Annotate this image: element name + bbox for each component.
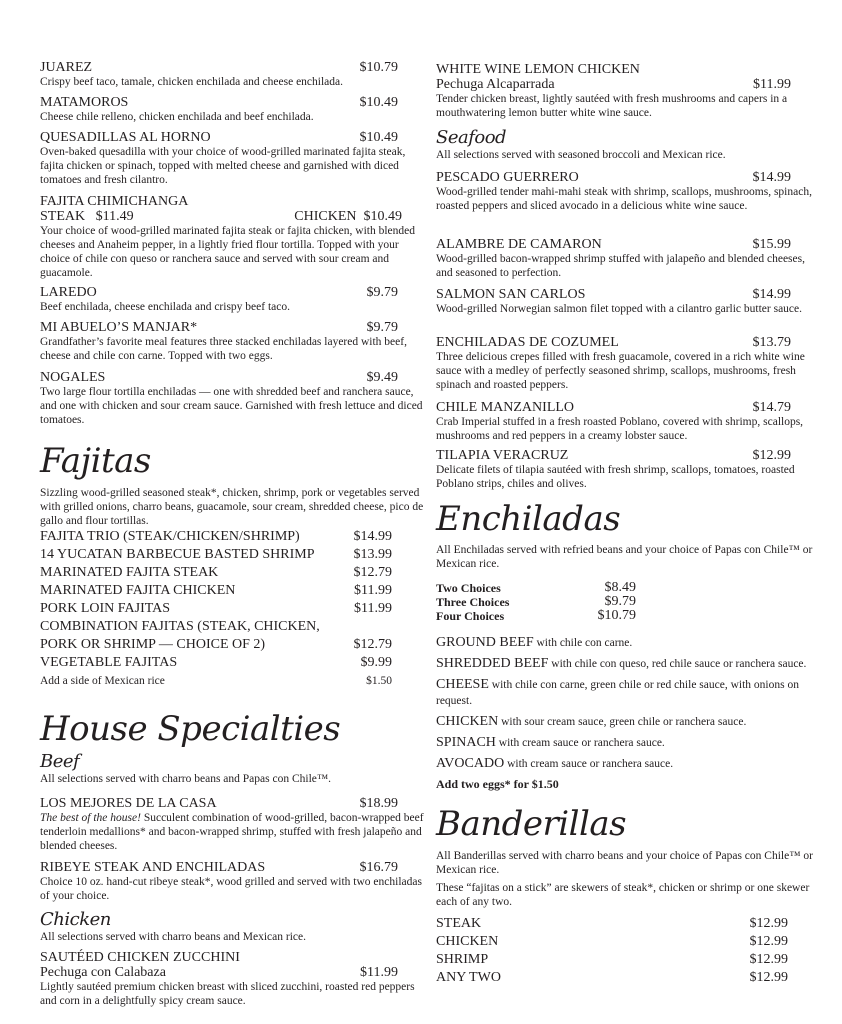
type-desc: with chile con carne, green chile or red chile sauce, with onions on request.	[436, 679, 799, 707]
choice-name: Two Choices	[436, 581, 501, 595]
item-name: PORK LOIN FAJITAS	[40, 601, 171, 616]
type-desc: with cream sauce or ranchera sauce.	[495, 737, 665, 749]
subsection-heading: Seafood	[436, 127, 507, 148]
menu-item	[40, 796, 425, 853]
menu-item	[40, 194, 425, 280]
side-name: Add a side of Mexican rice	[40, 675, 165, 687]
item-price: $12.99	[752, 448, 791, 463]
item-desc: Beef enchilada, cheese enchilada and crispy beef taco.	[40, 301, 290, 313]
section-desc: Sizzling wood-grilled seasoned steak*, chicken, shrimp, pork or vegetables served with grilled onions, charro beans, guacamole, sour cream, shredded cheese, pico de gallo and flour tortillas.	[40, 487, 424, 527]
banderillas-section	[436, 805, 821, 987]
item-name: MI ABUELO’S MANJAR*	[40, 320, 198, 335]
item-subname: Pechuga Alcaparrada	[436, 77, 555, 92]
choice-price: $9.79	[604, 594, 636, 609]
item-price: $9.79	[366, 320, 398, 335]
item-price: $16.79	[359, 860, 398, 875]
menu-item	[436, 335, 821, 392]
subsection-heading: Chicken	[40, 909, 111, 930]
item-price: $11.99	[360, 965, 398, 980]
menu-item	[40, 285, 425, 314]
menu-item	[436, 448, 821, 491]
menu-item	[40, 95, 425, 124]
enchilada-type	[436, 677, 821, 709]
item-lead: The best of the house!	[40, 812, 141, 824]
item-desc: Lightly sautéed premium chicken breast with sliced zucchini, roasted red peppers and corn in a delightfully spicy cream sauce.	[40, 981, 415, 1007]
item-price: $11.99	[753, 77, 791, 92]
type-desc: with chile con carne.	[533, 637, 633, 649]
section-desc-2: These “fajitas on a stick” are skewers of steak*, chicken or shrimp or one skewer each of any two.	[436, 882, 810, 908]
item-price: $12.99	[749, 916, 788, 931]
item-desc: Two large flour tortilla enchiladas — one with shredded beef and ranchera sauce, and one with chicken and sour cream sauce. Garnished with fresh lettuce and diced tomatoes.	[40, 386, 423, 426]
item-name: CHILE MANZANILLO	[436, 400, 575, 415]
type-desc: with cream sauce or ranchera sauce.	[504, 758, 674, 770]
item-name: STEAK	[436, 916, 482, 931]
enchilada-type	[436, 656, 821, 672]
item-desc: Your choice of wood-grilled marinated fajita steak or fajita chicken, with blended cheeses and Anaheim pepper, in a lightly fried flour tortilla. Topped with your choice of chile con queso or ranchera sauce and served with sour cream and guacamole.	[40, 225, 416, 279]
item-name: LOS MEJORES DE LA CASA	[40, 796, 217, 811]
item-name: RIBEYE STEAK AND ENCHILADAS	[40, 860, 266, 875]
item-desc: Three delicious crepes filled with fresh guacamole, covered in a rich white wine sauce with a medley of perfectly seasoned shrimp, scallops, mushrooms, fresh spinach and roasted peppers.	[436, 351, 805, 391]
item-desc: Wood-grilled Norwegian salmon filet topped with a cilantro garlic butter sauce.	[436, 303, 803, 315]
item-name: MATAMOROS	[40, 95, 129, 110]
chicken-subsection	[40, 910, 425, 944]
type-name: CHEESE	[436, 677, 489, 692]
subsection-heading: Beef	[40, 751, 80, 772]
choice-price: $8.49	[604, 580, 636, 595]
type-name: SPINACH	[436, 735, 496, 750]
item-price: $10.79	[359, 60, 398, 75]
menu-item	[40, 860, 425, 903]
item-price: $18.99	[359, 796, 398, 811]
item-price: $14.99	[752, 170, 791, 185]
item-name: CHICKEN	[436, 934, 499, 949]
enchilada-type	[436, 635, 821, 651]
type-desc: with chile con queso, red chile sauce or ranchera sauce.	[548, 658, 807, 670]
item-price: $13.79	[752, 335, 791, 350]
enchilada-type	[436, 735, 821, 751]
subsection-desc: All selections served with charro beans and Papas con Chile™.	[40, 773, 332, 785]
item-price: $10.49	[359, 130, 398, 145]
menu-item	[436, 62, 821, 120]
item-name: VEGETABLE FAJITAS	[40, 655, 178, 670]
fajitas-section	[40, 442, 425, 690]
item-name: ENCHILADAS DE COZUMEL	[436, 335, 619, 350]
menu-item	[436, 237, 821, 280]
item-price: $12.99	[749, 970, 788, 985]
enchilada-type	[436, 756, 821, 772]
section-heading: House Specialties	[40, 709, 341, 749]
item-desc: Delicate filets of tilapia sautéed with fresh shrimp, scallops, tomatoes, roasted Poblano strips, chiles and olives.	[436, 464, 795, 490]
menu-item	[40, 320, 425, 363]
item-name: FAJITA CHIMICHANGA	[40, 194, 189, 209]
item-price: $14.99	[752, 287, 791, 302]
item-desc: Wood-grilled tender mahi-mahi steak with shrimp, scallops, mushrooms, spinach, roasted peppers and sliced avocado in a delicious white wine sauce.	[436, 186, 812, 212]
item-price: $15.99	[752, 237, 791, 252]
item-name: MARINATED FAJITA CHICKEN	[40, 583, 236, 598]
section-heading: Enchiladas	[436, 499, 621, 539]
menu-item	[40, 950, 425, 1008]
item-price: $14.99	[353, 529, 392, 544]
item-name: ANY TWO	[436, 970, 501, 985]
subsection-desc: All selections served with seasoned broccoli and Mexican rice.	[436, 149, 726, 161]
item-name: ALAMBRE DE CAMARON	[436, 237, 602, 252]
item-name: SAUTÉED CHICKEN ZUCCHINI	[40, 950, 240, 965]
item-desc: Crab Imperial stuffed in a fresh roasted Poblano, covered with shrimp, scallops, mushrooms and red peppers in a creamy lobster sauce.	[436, 416, 804, 442]
item-price: $12.99	[749, 934, 788, 949]
item-name: PORK OR SHRIMP — CHOICE OF 2)	[40, 637, 266, 652]
choice-name: Three Choices	[436, 595, 510, 609]
item-name: TILAPIA VERACRUZ	[436, 448, 569, 463]
side-price: $1.50	[366, 675, 392, 687]
menu-item	[40, 60, 425, 89]
menu-item	[436, 287, 821, 316]
section-desc: All Banderillas served with charro beans and your choice of Papas con Chile™ or Mexican rice.	[436, 850, 813, 876]
type-name: CHICKEN	[436, 714, 499, 729]
enchilada-type	[436, 714, 821, 730]
item-price: $12.79	[353, 565, 392, 580]
item-price: $13.99	[353, 547, 392, 562]
item-price: $9.49	[366, 370, 398, 385]
item-desc: Cheese chile relleno, chicken enchilada and beef enchilada.	[40, 111, 314, 123]
type-name: SHREDDED BEEF	[436, 656, 549, 671]
item-name: JUAREZ	[40, 60, 93, 75]
item-name: MARINATED FAJITA STEAK	[40, 565, 219, 580]
choice-name: Four Choices	[436, 609, 505, 623]
item-desc: Succulent combination of wood-grilled, bacon-wrapped beef tenderloin medallions* and bacon-wrapped shrimp, stuffed with fresh jalapeño and blended cheeses.	[40, 812, 424, 852]
item-desc: Tender chicken breast, lightly sautéed with fresh mushrooms and capers in a mouthwatering lemon butter white wine sauce.	[436, 93, 788, 119]
type-desc: with sour cream sauce, green chile or ranchera sauce.	[498, 716, 747, 728]
item-price: $12.79	[353, 637, 392, 652]
item-name: LAREDO	[40, 285, 97, 300]
item-name: NOGALES	[40, 370, 106, 385]
item-desc: Grandfather’s favorite meal features three stacked enchiladas layered with beef, cheese and chile con carne. Topped with two eggs.	[40, 336, 407, 362]
item-desc: Wood-grilled bacon-wrapped shrimp stuffed with jalapeño and blended cheeses, and seasoned to perfection.	[436, 253, 805, 279]
subsection-desc: All selections served with charro beans and Mexican rice.	[40, 931, 306, 943]
item-subname: Pechuga con Calabaza	[40, 965, 166, 980]
item-name: COMBINATION FAJITAS (STEAK, CHICKEN,	[40, 619, 320, 634]
type-name: AVOCADO	[436, 756, 505, 771]
item-name: FAJITA TRIO (STEAK/CHICKEN/SHRIMP)	[40, 529, 300, 544]
menu-item	[40, 370, 425, 427]
item-desc: Choice 10 oz. hand-cut ribeye steak*, wood grilled and served with two enchiladas of your choice.	[40, 876, 422, 902]
item-price: $9.79	[366, 285, 398, 300]
item-name: 14 YUCATAN BARBECUE BASTED SHRIMP	[40, 547, 315, 562]
fajitas-list	[40, 528, 425, 690]
menu-item	[40, 130, 425, 187]
section-heading: Banderillas	[436, 804, 627, 844]
house-specialties-section	[40, 710, 425, 786]
section-heading: Fajitas	[40, 441, 151, 481]
item-desc: Crispy beef taco, tamale, chicken enchilada and cheese enchilada.	[40, 76, 344, 88]
item-price-steak: STEAK $11.49	[40, 209, 134, 224]
item-name: QUESADILLAS AL HORNO	[40, 130, 211, 145]
item-price: $12.99	[749, 952, 788, 967]
type-name: GROUND BEEF	[436, 635, 534, 650]
add-eggs-note: Add two eggs* for $1.50	[436, 777, 559, 791]
item-price: $11.99	[354, 583, 392, 598]
item-price: $10.49	[359, 95, 398, 110]
enchiladas-section	[436, 500, 821, 792]
item-price: $14.79	[752, 400, 791, 415]
menu-item	[436, 400, 821, 443]
item-name: SALMON SAN CARLOS	[436, 287, 586, 302]
item-name: SHRIMP	[436, 952, 489, 967]
section-desc: All Enchiladas served with refried beans and your choice of Papas con Chile™ or Mexican rice.	[436, 544, 813, 570]
item-name: PESCADO GUERRERO	[436, 170, 579, 185]
item-price: $11.99	[354, 601, 392, 616]
item-name: WHITE WINE LEMON CHICKEN	[436, 62, 640, 77]
choice-price: $10.79	[597, 608, 636, 623]
seafood-subsection	[436, 128, 821, 162]
item-price: $9.99	[360, 655, 392, 670]
menu-item	[436, 170, 821, 213]
item-desc: Oven-baked quesadilla with your choice of wood-grilled marinated fajita steak, fajita chicken or spinach, topped with melted cheese and garnished with diced tomatoes and fresh cilantro.	[40, 146, 406, 186]
item-price-chicken: CHICKEN $10.49	[294, 209, 402, 224]
